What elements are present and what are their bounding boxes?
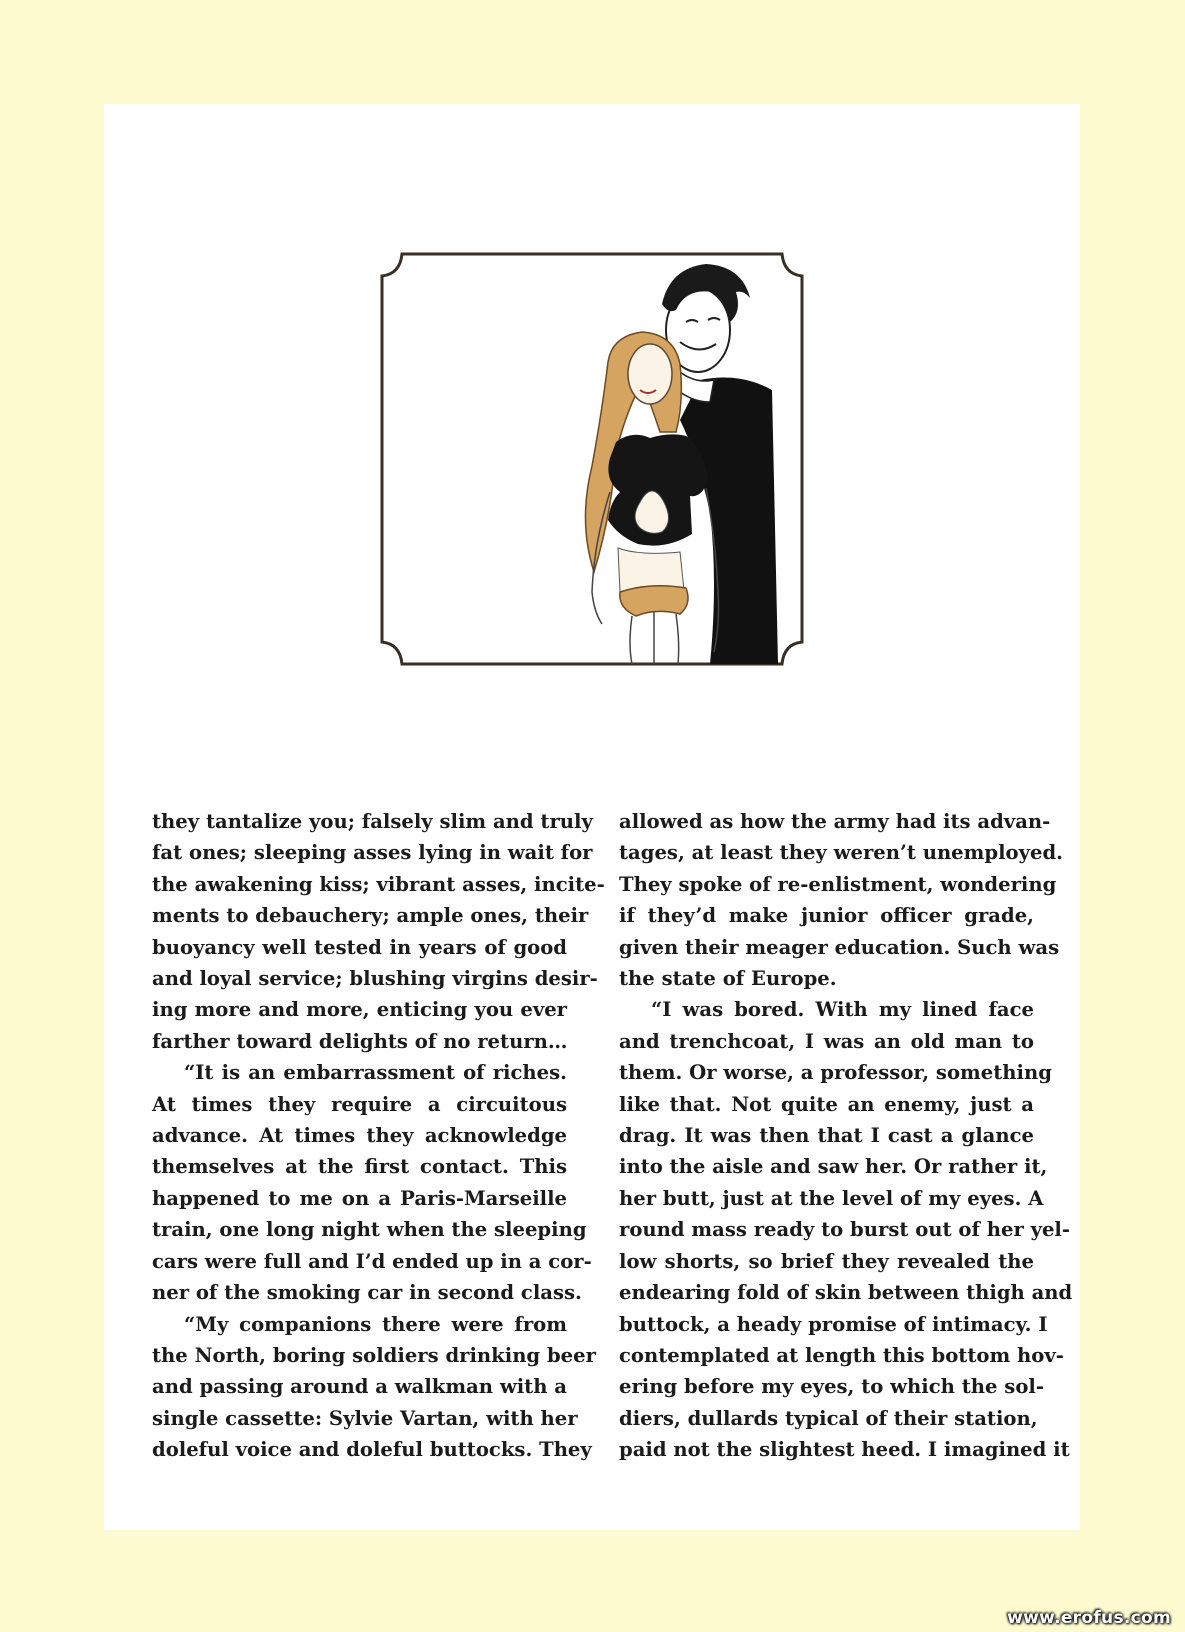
text-line: buoyancy well tested in years of good <box>152 935 567 959</box>
text-line: like that. Not quite an enemy, just a <box>619 1092 1034 1116</box>
text-line: given their meager education. Such was <box>619 935 1060 959</box>
text-line: ing more and more, enticing you ever <box>152 998 567 1022</box>
text-line: farther toward delights of no return… <box>152 1029 568 1053</box>
text-line: the North, boring soldiers drinking beer <box>152 1343 596 1367</box>
text-line: drag. It was then that I cast a glance <box>619 1124 1034 1148</box>
text-line: round mass ready to burst out of her yel- <box>619 1218 1071 1242</box>
text-line: and trenchcoat, I was an old man to <box>619 1029 1034 1053</box>
text-line: ments to debauchery; ample ones, their <box>152 904 589 928</box>
text-line: advance. At times they acknowledge <box>152 1124 567 1148</box>
text-line: low shorts, so brief they revealed the <box>619 1249 1034 1273</box>
text-line: tages, at least they weren’t unemployed. <box>619 841 1063 865</box>
text-line: At times they require a circuitous <box>152 1092 567 1116</box>
text-line: allowed as how the army had its advan- <box>619 810 1051 833</box>
text-line: and passing around a walkman with a <box>152 1375 567 1399</box>
text-line: They spoke of re-enlistment, wondering <box>619 872 1057 896</box>
text-line: single cassette: Sylvie Vartan, with her <box>152 1406 578 1430</box>
text-line: train, one long night when the sleeping <box>152 1218 587 1242</box>
text-line: them. Or worse, a professor, something <box>619 1061 1052 1085</box>
couple-illustration <box>380 252 804 666</box>
text-line: into the aisle and saw her. Or rather it, <box>619 1155 1048 1179</box>
text-line: ner of the smoking car in second class. <box>152 1281 582 1305</box>
text-line: diers, dullards typical of their station, <box>619 1406 1038 1430</box>
text-line: “It is an embarrassment of riches. <box>184 1061 567 1085</box>
text-line: ering before my eyes, to which the sol- <box>619 1375 1044 1399</box>
text-line: the state of Europe. <box>619 967 837 991</box>
illustration-frame <box>380 252 804 666</box>
text-line: paid not the slightest heed. I imagined it <box>619 1438 1070 1462</box>
text-line: buttock, a heady promise of intimacy. I <box>619 1312 1048 1336</box>
text-line: contemplated at length this bottom hov- <box>619 1343 1064 1367</box>
text-line: her butt, just at the level of my eyes. A <box>619 1186 1044 1210</box>
text-line: “My companions there were from <box>184 1312 567 1336</box>
text-line: themselves at the first contact. This <box>152 1155 567 1179</box>
text-column-left <box>152 806 605 1466</box>
text-column-right <box>619 806 1073 1466</box>
text-line: fat ones; sleeping asses lying in wait for <box>152 841 593 865</box>
text-line: happened to me on a Paris-Marseille <box>152 1186 567 1210</box>
text-line: and loyal service; blushing virgins desir- <box>152 967 598 991</box>
text-line: doleful voice and doleful buttocks. They <box>152 1438 592 1462</box>
text-line: they tantalize you; falsely slim and truly <box>152 810 593 833</box>
text-line: if they’d make junior officer grade, <box>619 904 1034 928</box>
text-line: cars were full and I’d ended up in a cor- <box>152 1249 592 1273</box>
text-line: “I was bored. With my lined face <box>651 998 1034 1022</box>
text-line: the awakening kiss; vibrant asses, incite- <box>152 872 605 896</box>
text-line: endearing fold of skin between thigh and <box>619 1281 1073 1305</box>
site-watermark: www.erofus.com <box>1007 1608 1171 1628</box>
